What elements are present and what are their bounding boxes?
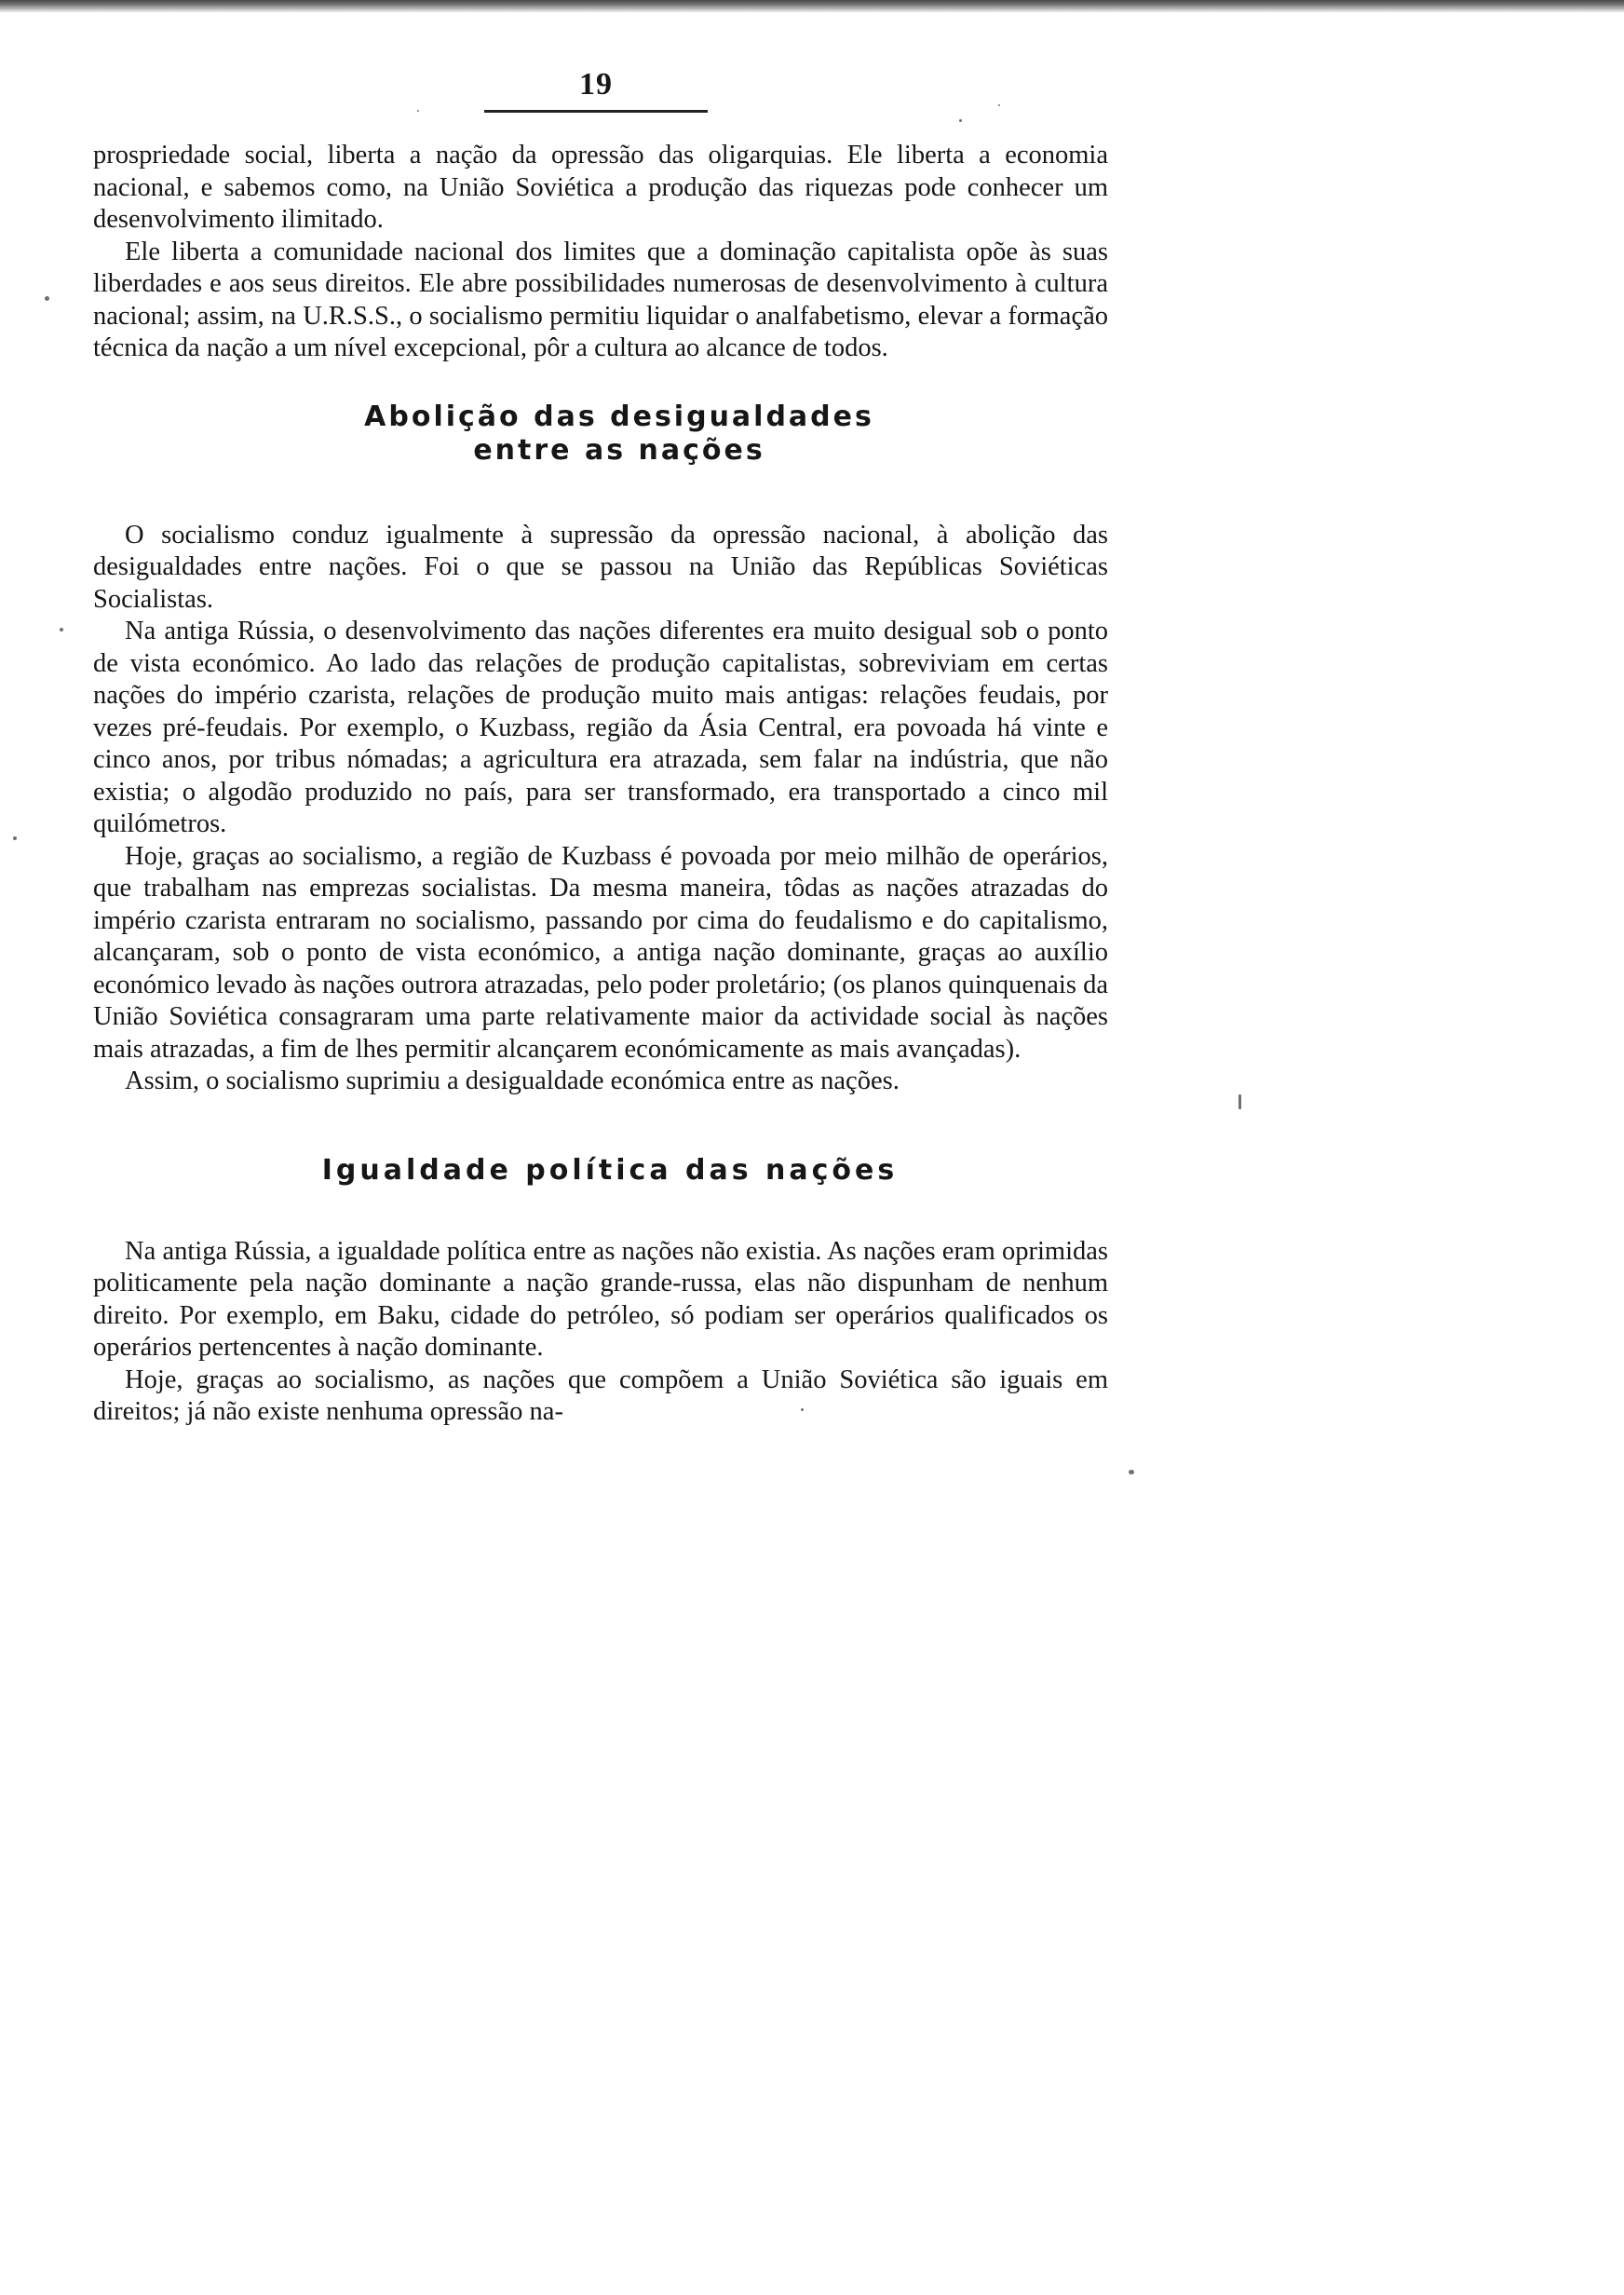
scan-speck [60, 628, 63, 631]
scan-speck [998, 104, 1000, 106]
scan-speck [45, 296, 49, 301]
section-heading-abolition [93, 401, 1108, 468]
scan-speck [13, 836, 17, 840]
scan-speck [417, 110, 419, 112]
intro-paragraph-1: prospriedade social, liberta a nação da opressão das oligarquias. Ele liberta a economia nacional, e sabemos como, na União Soviética a produção das riquezas pode conhecer um desenvolvimento ilimitado. [93, 141, 1108, 234]
section1-paragraph-3: Hoje, graças ao socialismo, a região de Kuzbass é povoada por meio milhão de operários, que trabalham nas emprezas socialistas. Da mesma maneira, tôdas as nações atrazadas do império czarista entraram no socialismo, passando por cima do feudalismo e do capitalismo, alcançaram, sob o ponto de vista económico, a antiga nação dominante, graças ao auxílio económico levado às nações outrora atrazadas, pelo poder proletário; (os planos quinquenais da União Soviética consagraram uma parte relativamente maior da actividade social às nações mais atrazadas, a fim de lhes permitir alcançarem económicamente as mais avançadas). [93, 841, 1108, 1064]
section2-paragraph-1: Na antiga Rússia, a igualdade política entre as nações não existia. As nações eram oprimidas politicamente pela nação dominante a nação grande-russa, elas não dispunham de nenhum direito. Por exemplo, em Baku, cidade do petróleo, só podiam ser operários qualificados os operários pertencentes à nação dominante. [93, 1236, 1108, 1362]
intro-paragraph-2: Ele liberta a comunidade nacional dos limites que a dominação capitalista opõe às suas liberdades e aos seus direitos. Ele abre possibilidades numerosas de desenvolvimento à cultura nacional; assim, na U.R.S.S., o socialismo permitiu liquidar o analfabetismo, elevar a formação técnica da nação a um nível excepcional, pôr a cultura ao alcance de todos. [93, 237, 1108, 362]
section1-paragraph-2: Na antiga Rússia, o desenvolvimento das nações diferentes era muito desigual sob o ponto de vista económico. Ao lado das relações de produção capitalistas, sobreviviam em certas nações do império czarista, relações de produção muito mais antigas: relações feudais, por vezes pré-feudais. Por exemplo, o Kuzbass, região da Ásia Central, era povoada há vinte e cinco anos, por tribus nómadas; a agricultura era atrazada, sem falar na indústria, que não existia; o algodão produzido no país, para ser transformado, era transportado a cinco mil quilómetros. [93, 617, 1108, 838]
scan-speck [959, 119, 962, 122]
section-heading-abolition-line1: Abolição das desigualdades [364, 400, 874, 433]
section2-paragraph-2: Hoje, graças ao socialismo, as nações que compõem a União Soviética são iguais em direitos; já não existe nenhuma opressão na- [93, 1365, 1108, 1426]
scan-speck [801, 1408, 804, 1411]
scan-speck [1238, 1094, 1241, 1109]
text-column [93, 140, 1108, 1429]
scan-speck [1129, 1470, 1134, 1474]
page-number-rule [484, 110, 708, 113]
section1-paragraph-4: Assim, o socialismo suprimiu a desigualdade económica entre as nações. [125, 1066, 900, 1095]
section-heading-equality: Igualdade política das nações [321, 1153, 899, 1187]
scan-top-edge [0, 0, 1624, 13]
section-heading-abolition-line2: entre as nações [473, 433, 765, 467]
section1-paragraph-1: O socialismo conduz igualmente à supressão da opressão nacional, à abolição das desigualdades entre nações. Foi o que se passou na União das Repúblicas Soviéticas Socialistas. [93, 520, 1108, 614]
page-number: 19 [579, 67, 613, 102]
